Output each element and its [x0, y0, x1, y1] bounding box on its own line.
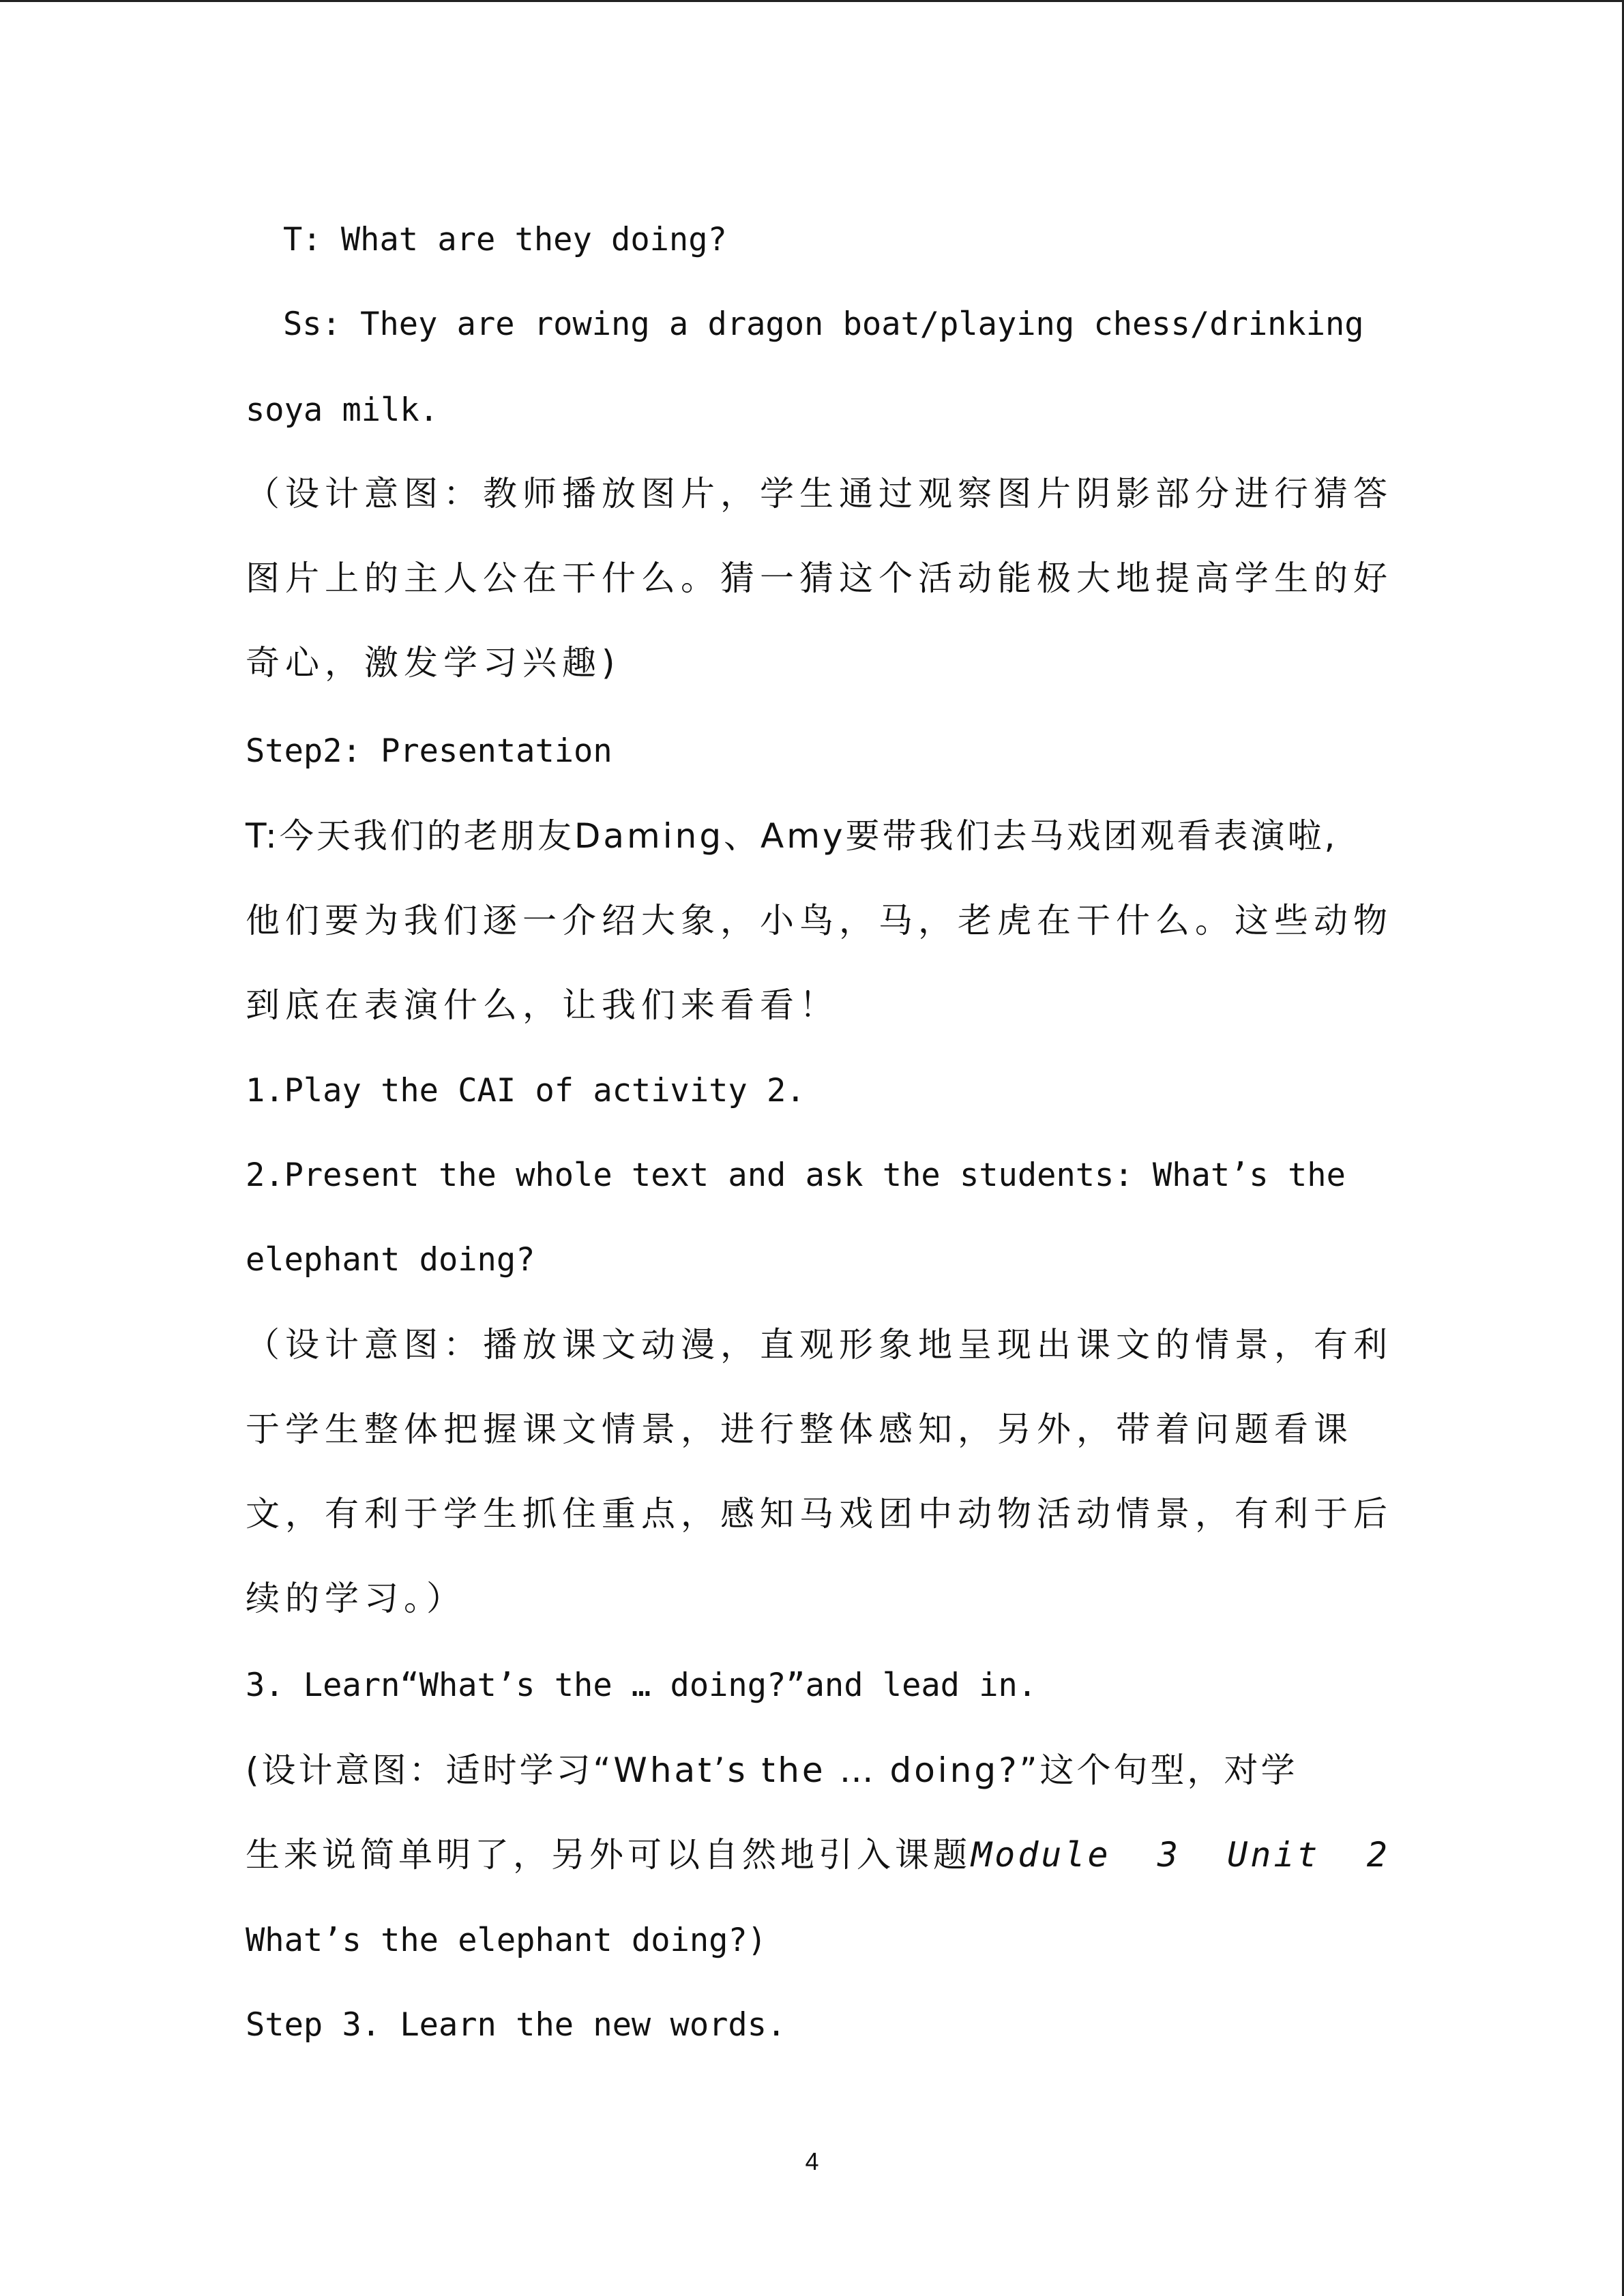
text-line: 生来说简单明了，另外可以自然地引入课题	[246, 1835, 971, 1875]
design-intent-2-line-4: 续的学习。）	[246, 1579, 466, 1618]
design-intent-1-line-2: 图片上的主人公在干什么。猜一猜这个活动能极大地提高学生的好	[246, 558, 1393, 598]
design-intent-1-line-1: （设计意图：教师播放图片，学生通过观察图片阴影部分进行猜答	[246, 474, 1393, 513]
teacher-intro-line-3: 到底在表演什么，让我们来看看！	[246, 985, 839, 1025]
design-intent-3-line-2	[246, 1834, 1390, 1875]
teacher-intro-line-1: T:今天我们的老朋友Daming、Amy要带我们去马戏团观看表演啦,	[246, 816, 1338, 856]
teacher-intro-line-2: 他们要为我们逐一介绍大象，小鸟，马，老虎在干什么。这些动物	[246, 901, 1393, 940]
activity-item-1: 1.Play the CAI of activity 2.	[246, 1072, 806, 1109]
dialogue-teacher-question: T: What are they doing?	[283, 221, 727, 258]
design-intent-2-line-1: （设计意图：播放课文动漫，直观形象地呈现出课文的情景，有利	[246, 1325, 1393, 1365]
lesson-title-italic: Module 3 Unit 2	[971, 1835, 1390, 1875]
design-intent-3-line-3: What’s the elephant doing?)	[246, 1922, 767, 1959]
step3-heading: Step 3. Learn the new words.	[246, 2006, 786, 2044]
activity-item-3: 3. Learn“What’s the … doing?”and lead in.	[246, 1667, 1037, 1704]
page-number: 4	[805, 2147, 819, 2175]
activity-item-2-cont: elephant doing?	[246, 1241, 535, 1279]
page-top-border	[0, 0, 1624, 2]
activity-item-2: 2.Present the whole text and ask the students: What’s the	[246, 1157, 1346, 1194]
design-intent-2-line-2: 于学生整体把握课文情景，进行整体感知，另外，带着问题看课	[246, 1410, 1353, 1449]
design-intent-3-line-1: (设计意图：适时学习“What’s the … doing?”这个句型，对学	[246, 1750, 1298, 1790]
step2-heading: Step2: Presentation	[246, 732, 612, 770]
text-line: Ss: They are rowing a dragon boat/playing chess/drinking	[283, 305, 1364, 343]
design-intent-1-line-3: 奇心，激发学习兴趣)	[246, 643, 621, 683]
dialogue-students-answer	[283, 304, 1381, 345]
dialogue-students-answer-cont: soya milk.	[246, 391, 439, 429]
design-intent-2-line-3: 文，有利于学生抓住重点，感知马戏团中动物活动情景，有利于后	[246, 1494, 1393, 1534]
